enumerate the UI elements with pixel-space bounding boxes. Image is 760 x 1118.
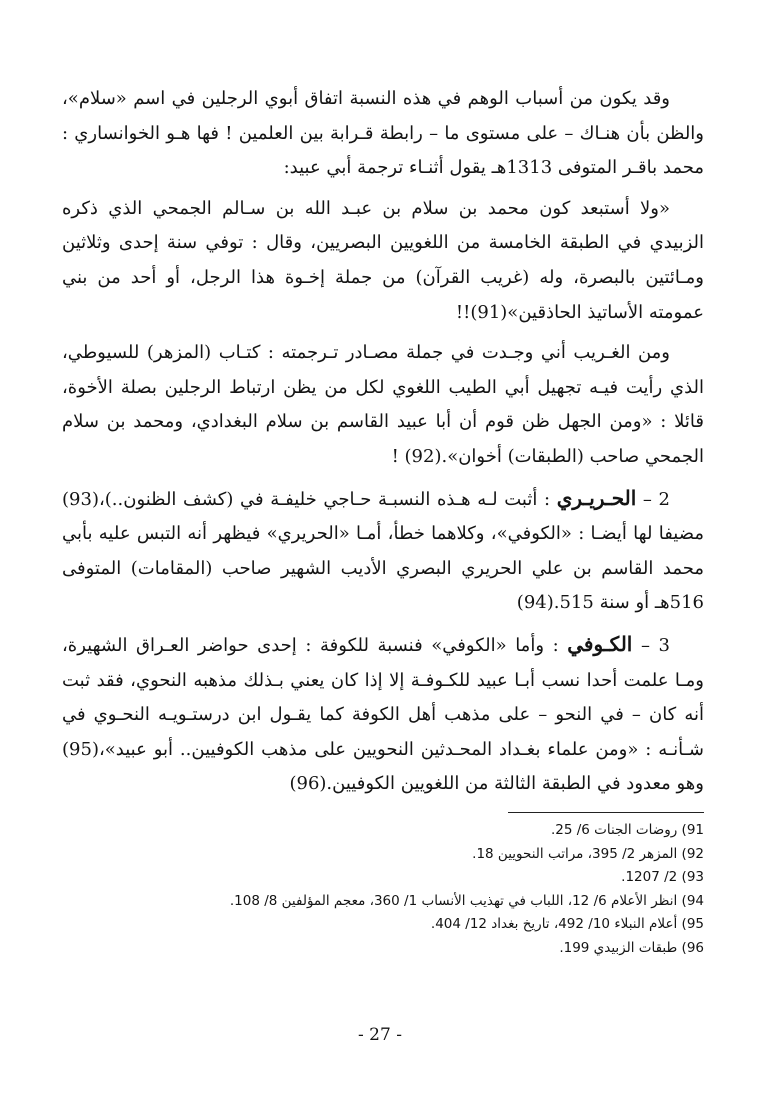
footnotes (62, 819, 704, 961)
paragraph-text: : وأما «الكوفي» فنسبة للكوفة : إحدى حواضر العـراق الشهيرة، ومـا علمت أحدا نسب أبـا عبيد للكـوفـة إلا إذا كان يعني بـذلك مذهبه النحوي، فقد ثبت أنه كان – في النحو – على مذهب أهل الكوفة كما يقـول ابن درستـويـه النحـوي في شـأنـه : «ومن علماء بغـداد المحـدثين النحويين على مذهب الكوفيين.. أبو عبيد»،(95) وهو معدود في الطبقة الثالثة من اللغويين الكوفيين.(96) (62, 634, 704, 795)
footnote-96: 96) طبقات الزبيدي 199. (559, 939, 704, 956)
paragraph-2-quote: «ولا أستبعد كون محمد بن سلام بن عبـد الله بن سـالم الجمحي الذي ذكره الزبيدي في الطبقة الخامسة من اللغويين البصريين، وقال : توفي سنة إحدى وثلاثين ومـائتين بالبصرة، وله (غريب القرآن) من جملة إخـوة هذا الرجل، أو أحد من بني عمومته الأساتيذ الحاذقين»(91)!! (62, 197, 704, 323)
footnote-93: 93) 2/ 1207. (621, 869, 704, 886)
paragraph-1: وقد يكون من أسباب الوهم في هذه النسبة اتفاق أبوي الرجلين في اسم «سلام»، والظن بأن هنـاك – على مستوى ما – رابطة قـرابة بين العلمين ! فها هـو الخوانساري : محمد باقـر المتوفى 1313هـ يقول أثنـاء ترجمة أبي عبيد: (62, 88, 704, 179)
section-term: الحـريـري (556, 485, 637, 510)
footnote-91: 91) روضات الجنات 6/ 25. (550, 822, 704, 838)
footnote-94: 94) انظر الأعلام 6/ 12، اللباب في تهذيب الأنساب 1/ 360، معجم المؤلفين 8/ 108. (229, 892, 704, 909)
main-text (62, 82, 704, 808)
footnote-divider (508, 812, 704, 813)
item-number: 2 – (642, 488, 670, 510)
item-number: 3 – (640, 634, 670, 656)
paragraph-3: ومن الغـريب أني وجـدت في جملة مصـادر تـرجمته : كتـاب (المزهر) للسيوطي، الذي رأيت فيـه تجهيل أبي الطيب اللغوي لكل من يظن ارتباط الرجلين بصلة الأخوة، قائلا : «ومن الجهل ظن قوم أن أبا عبيد القاسم بن سلام البغدادي، ومحمد بن سلام الجمحي صاحب (الطبقات) أخوان».(92) ! (62, 342, 704, 467)
section-term: الكـوفي (567, 631, 633, 656)
footnote-92: 92) المزهر 2/ 395، مراتب النحويين 18. (472, 845, 704, 862)
paragraph-5-kufi (62, 627, 704, 802)
paragraph-text: : أثبت لـه هـذه النسبـة حـاجي خليفـة في (كشف الظنون..)،(93) مضيفا لها أيضـا : «الكوفي»، وكلاهما خطأ، أمـا «الحريري» فيظهر أنه التبس عليه بأبي محمد القاسم بن علي الحريري البصري الأديب الشهير صاحب (المقامات) المتوفى 516هـ أو سنة 515.(94) (62, 488, 704, 614)
page-number: - 27 - (358, 1025, 402, 1045)
footnote-95: 95) أعلام النبلاء 10/ 492، تاريخ بغداد 12/ 404. (430, 916, 704, 933)
paragraph-4-hariri (62, 481, 704, 621)
